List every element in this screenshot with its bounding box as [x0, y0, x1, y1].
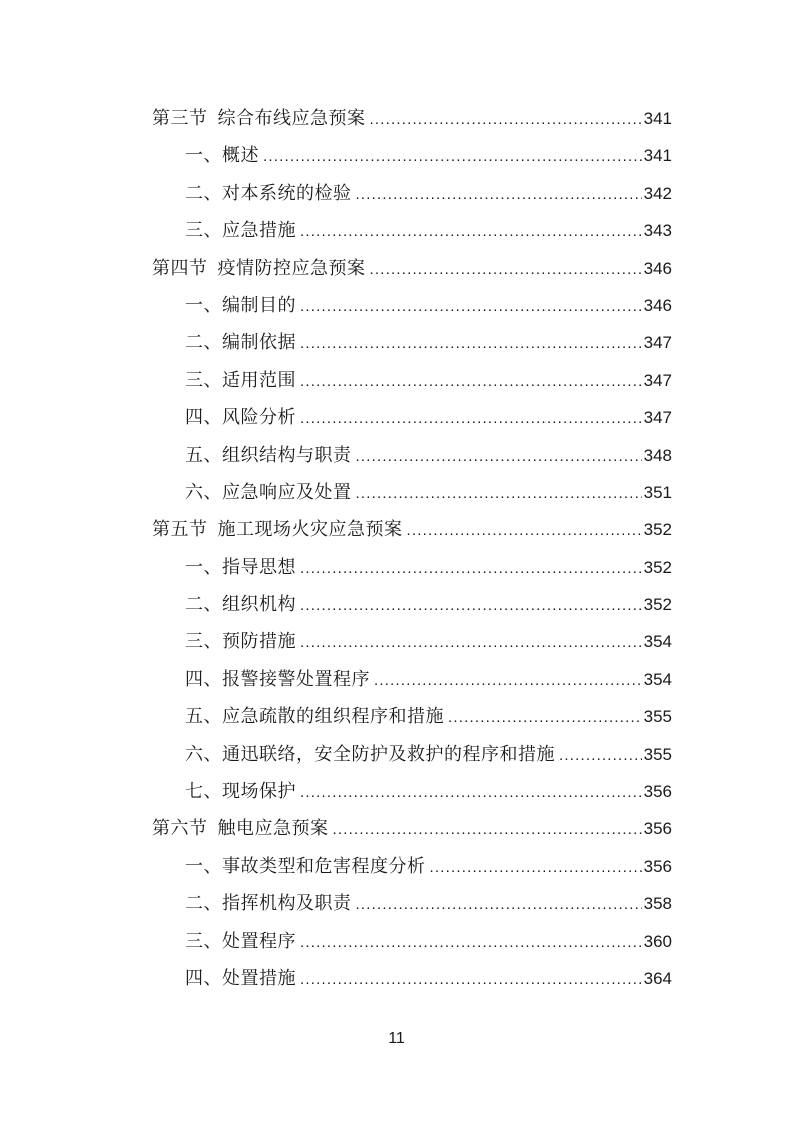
dot-leader — [300, 624, 642, 661]
toc-page-number: 346 — [643, 258, 672, 278]
toc-section-number: 第五节 — [152, 519, 208, 541]
toc-entry-title: 三、适用范围 — [185, 369, 296, 391]
dot-leader — [300, 400, 642, 437]
toc-entry-title: 五、组织结构与职责 — [185, 444, 352, 466]
toc-subsection-entry[interactable] — [152, 549, 672, 586]
toc-page-number: 347 — [643, 333, 672, 353]
dot-leader — [333, 811, 642, 848]
toc-entry-title: 三、预防措施 — [185, 631, 296, 653]
dot-leader — [448, 699, 642, 736]
toc-page-number: 351 — [643, 482, 672, 502]
dot-leader — [300, 213, 642, 250]
toc-page-number: 342 — [643, 183, 672, 203]
toc-page-number: 354 — [643, 632, 672, 652]
toc-page-number: 341 — [643, 146, 672, 166]
toc-subsection-entry[interactable] — [152, 923, 672, 960]
table-of-contents — [152, 100, 672, 997]
toc-entry-title: 二、组织机构 — [185, 594, 296, 616]
toc-entry-title: 五、应急疏散的组织程序和措施 — [185, 706, 444, 728]
toc-subsection-entry[interactable] — [152, 399, 672, 436]
toc-subsection-entry[interactable] — [152, 175, 672, 212]
toc-subsection-entry[interactable] — [152, 137, 672, 174]
toc-page-number: 360 — [643, 931, 672, 951]
toc-section-title: 疫情防控应急预案 — [217, 257, 366, 279]
dot-leader — [374, 662, 642, 699]
dot-leader — [263, 138, 642, 175]
toc-section-entry[interactable] — [152, 250, 672, 287]
toc-section-entry[interactable] — [152, 100, 672, 137]
toc-entry-title: 四、报警接警处置程序 — [185, 668, 370, 690]
toc-subsection-entry[interactable] — [152, 960, 672, 997]
toc-page-number: 356 — [643, 782, 672, 802]
dot-leader — [300, 550, 642, 587]
toc-entry-title: 一、事故类型和危害程度分析 — [185, 855, 426, 877]
toc-entry-title — [152, 250, 366, 287]
toc-page-number: 347 — [643, 370, 672, 390]
dot-leader — [300, 961, 642, 998]
dot-leader — [559, 737, 642, 774]
toc-page-number: 343 — [643, 221, 672, 241]
toc-page-number: 354 — [643, 669, 672, 689]
toc-subsection-entry[interactable] — [152, 698, 672, 735]
toc-entry-title: 二、编制依据 — [185, 332, 296, 354]
toc-page-number: 355 — [643, 707, 672, 727]
dot-leader — [370, 101, 642, 138]
toc-subsection-entry[interactable] — [152, 586, 672, 623]
toc-subsection-entry[interactable] — [152, 661, 672, 698]
toc-section-entry[interactable] — [152, 511, 672, 548]
dot-leader — [370, 251, 642, 288]
toc-page-number: 348 — [643, 445, 672, 465]
toc-subsection-entry[interactable] — [152, 474, 672, 511]
toc-entry-title: 六、应急响应及处置 — [185, 481, 352, 503]
toc-subsection-entry[interactable] — [152, 736, 672, 773]
dot-leader — [356, 176, 642, 213]
dot-leader — [300, 924, 642, 961]
toc-entry-title — [152, 100, 366, 137]
toc-entry-title: 一、指导思想 — [185, 556, 296, 578]
toc-section-title: 综合布线应急预案 — [217, 108, 366, 129]
page-footer-number: 11 — [388, 1030, 405, 1047]
toc-page-number: 356 — [643, 819, 672, 839]
toc-entry-title — [152, 810, 329, 847]
toc-subsection-entry[interactable] — [152, 287, 672, 324]
toc-page-number: 352 — [643, 595, 672, 615]
toc-subsection-entry[interactable] — [152, 437, 672, 474]
toc-subsection-entry[interactable] — [152, 362, 672, 399]
toc-entry-title: 四、风险分析 — [185, 407, 296, 429]
dot-leader — [300, 587, 642, 624]
dot-leader — [356, 438, 642, 475]
toc-subsection-entry[interactable] — [152, 324, 672, 361]
toc-entry-title: 二、对本系统的检验 — [185, 182, 352, 204]
toc-section-number: 第四节 — [152, 257, 208, 279]
toc-page-number: 352 — [643, 520, 672, 540]
toc-subsection-entry[interactable] — [152, 773, 672, 810]
toc-entry-title: 二、指挥机构及职责 — [185, 893, 352, 915]
toc-subsection-entry[interactable] — [152, 623, 672, 660]
toc-page-number: 346 — [643, 295, 672, 315]
toc-entry-title: 三、处置程序 — [185, 930, 296, 952]
toc-entry-title: 六、通迅联络，安全防护及救护的程序和措施 — [185, 743, 555, 765]
toc-subsection-entry[interactable] — [152, 212, 672, 249]
toc-entry-title: 四、处置措施 — [185, 967, 296, 989]
toc-page-number: 358 — [643, 894, 672, 914]
dot-leader — [300, 288, 642, 325]
toc-entry-title: 一、编制目的 — [185, 294, 296, 316]
toc-entry-title: 七、现场保护 — [185, 781, 296, 803]
dot-leader — [300, 774, 642, 811]
toc-section-number: 第三节 — [152, 108, 208, 129]
toc-section-title: 触电应急预案 — [217, 818, 329, 840]
dot-leader — [430, 849, 642, 886]
toc-page-number: 356 — [643, 856, 672, 876]
toc-page-number: 347 — [643, 408, 672, 428]
toc-page-number: 352 — [643, 557, 672, 577]
toc-subsection-entry[interactable] — [152, 848, 672, 885]
toc-section-number: 第六节 — [152, 818, 208, 840]
toc-page-number: 364 — [643, 968, 672, 988]
dot-leader — [300, 363, 642, 400]
dot-leader — [300, 325, 642, 362]
toc-section-title: 施工现场火灾应急预案 — [217, 519, 403, 541]
toc-section-entry[interactable] — [152, 810, 672, 847]
toc-page-number: 355 — [643, 744, 672, 764]
toc-subsection-entry[interactable] — [152, 885, 672, 922]
toc-entry-title — [152, 511, 403, 548]
toc-entry-title: 三、应急措施 — [185, 220, 296, 242]
dot-leader — [356, 475, 642, 512]
toc-page-number: 341 — [643, 109, 672, 128]
dot-leader — [356, 886, 642, 923]
dot-leader — [407, 512, 642, 549]
toc-entry-title: 一、概述 — [185, 145, 259, 167]
